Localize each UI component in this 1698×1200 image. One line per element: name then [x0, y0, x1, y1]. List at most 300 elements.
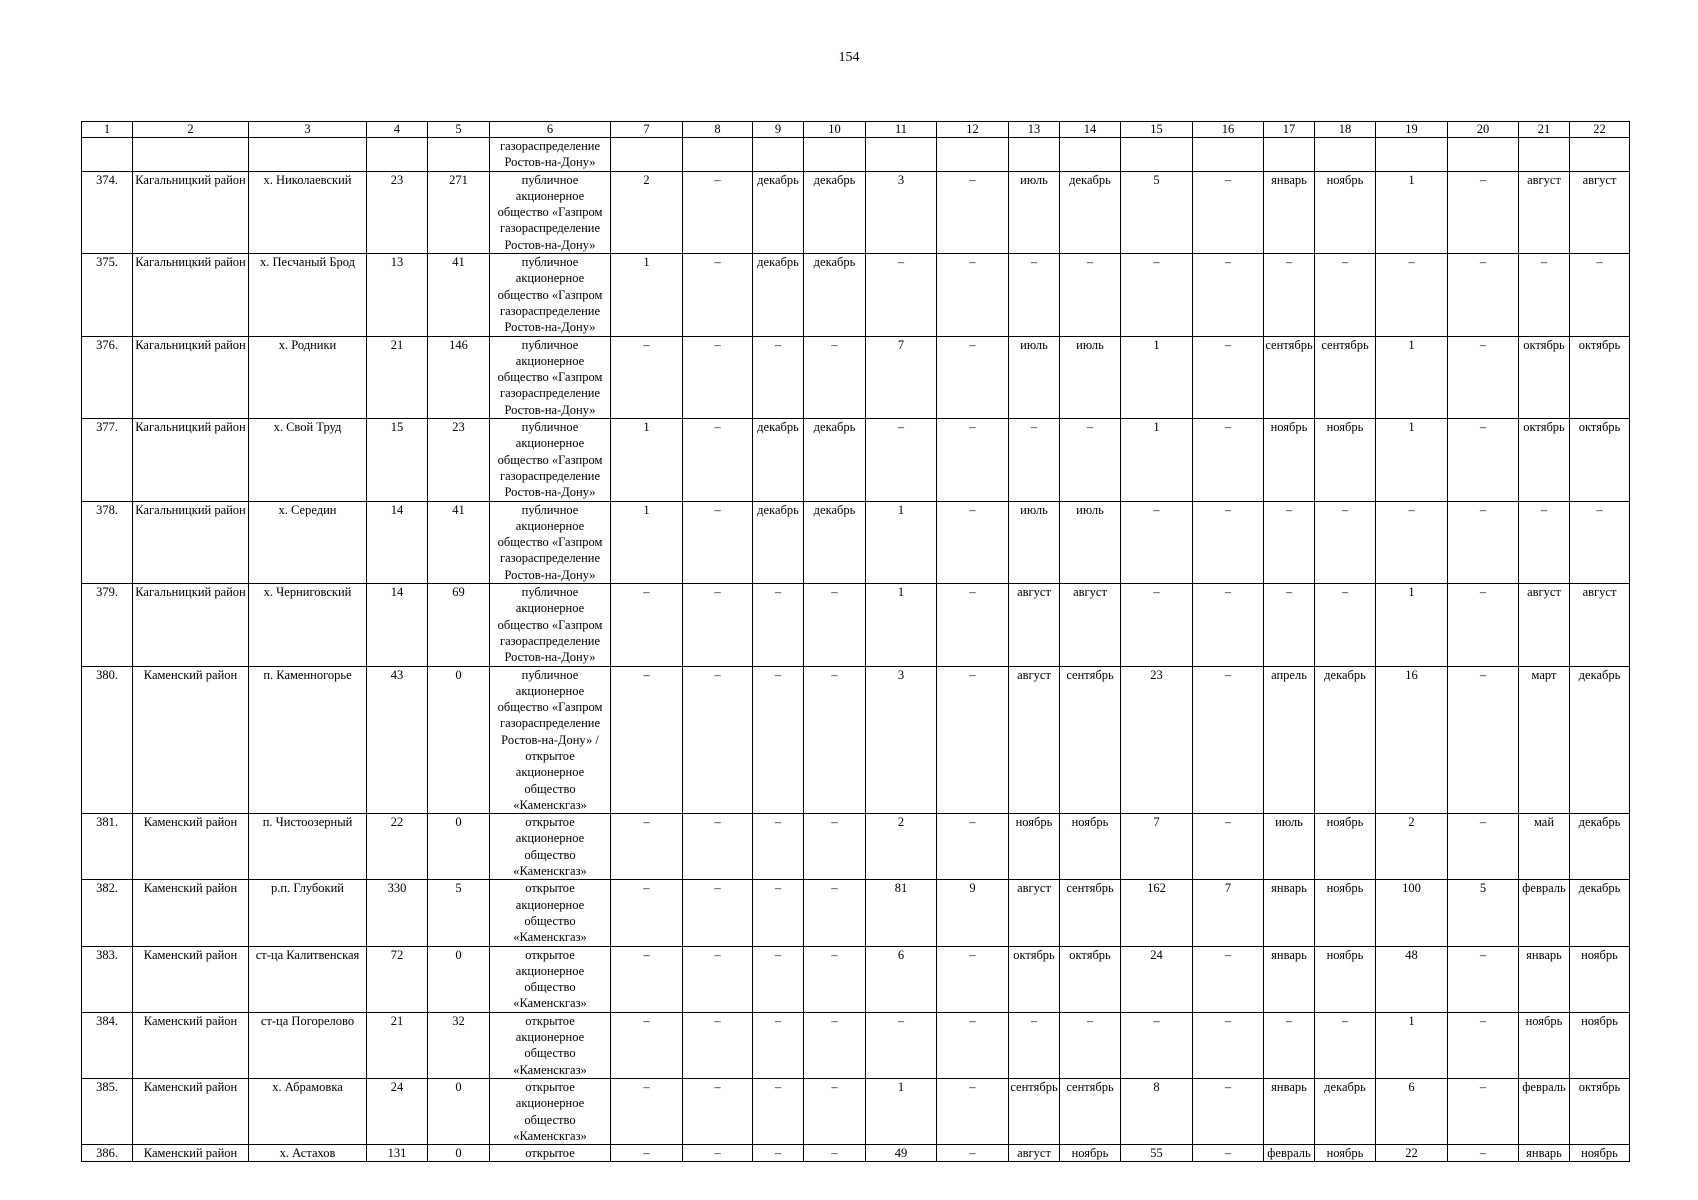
table-cell: – — [1193, 501, 1264, 583]
table-cell: декабрь — [753, 419, 804, 501]
column-number: 4 — [367, 122, 428, 138]
table-cell: 1 — [1376, 584, 1448, 666]
table-cell — [1060, 138, 1121, 172]
table-cell: октябрь — [1570, 1078, 1630, 1144]
table-row — [82, 946, 1630, 1012]
table-cell: – — [1264, 254, 1315, 336]
table-cell: – — [611, 1078, 683, 1144]
table-cell — [753, 138, 804, 172]
table-cell: – — [804, 336, 866, 418]
table-cell: ноябрь — [1315, 814, 1376, 880]
table-cell: – — [1315, 501, 1376, 583]
table-row — [82, 336, 1630, 418]
table-cell: 386. — [82, 1145, 133, 1162]
table-cell: – — [937, 814, 1009, 880]
table-cell: 1 — [866, 584, 937, 666]
table-cell: – — [1448, 336, 1519, 418]
table-row — [82, 584, 1630, 666]
table-cell: Каменский район — [133, 1078, 249, 1144]
table-cell: публичное акционерное общество «Газпром газораспределение Ростов-на-Дону» — [490, 501, 611, 583]
table-cell: декабрь — [1315, 666, 1376, 814]
table-cell: – — [683, 171, 753, 253]
table-cell: публичное акционерное общество «Газпром газораспределение Ростов-на-Дону» — [490, 336, 611, 418]
table-cell: – — [753, 880, 804, 946]
table-cell: – — [1315, 254, 1376, 336]
table-cell: – — [804, 1012, 866, 1078]
document-table — [81, 121, 1630, 1162]
table-cell: Каменский район — [133, 666, 249, 814]
table-cell — [1009, 138, 1060, 172]
table-cell: ноябрь — [1264, 419, 1315, 501]
table-cell: – — [611, 584, 683, 666]
table-cell: – — [937, 1078, 1009, 1144]
table-cell: сентябрь — [1315, 336, 1376, 418]
table-cell: октябрь — [1009, 946, 1060, 1012]
table-cell: – — [1121, 501, 1193, 583]
table-cell: 2 — [1376, 814, 1448, 880]
table-cell: – — [866, 254, 937, 336]
table-cell: Каменский район — [133, 1145, 249, 1162]
column-number: 21 — [1519, 122, 1570, 138]
table-cell: август — [1519, 171, 1570, 253]
table-cell: Кагальницкий район — [133, 171, 249, 253]
table-cell: – — [1376, 501, 1448, 583]
table-cell: – — [753, 946, 804, 1012]
table-cell: 146 — [428, 336, 490, 418]
table-cell: ноябрь — [1060, 1145, 1121, 1162]
table-cell: 0 — [428, 946, 490, 1012]
table-cell: октябрь — [1570, 419, 1630, 501]
table-cell: январь — [1519, 946, 1570, 1012]
table-cell: ноябрь — [1315, 171, 1376, 253]
table-cell: – — [683, 946, 753, 1012]
table-cell: 385. — [82, 1078, 133, 1144]
table-cell — [367, 138, 428, 172]
column-number: 20 — [1448, 122, 1519, 138]
table-cell — [1519, 138, 1570, 172]
table-cell: 7 — [866, 336, 937, 418]
table-cell: – — [804, 814, 866, 880]
table-cell: – — [1009, 254, 1060, 336]
table-cell: открытое акционерное общество «Каменскгаз» — [490, 946, 611, 1012]
table-cell: 22 — [367, 814, 428, 880]
table-cell: – — [1448, 171, 1519, 253]
table-cell: ноябрь — [1570, 1145, 1630, 1162]
table-cell: декабрь — [753, 501, 804, 583]
table-cell: Каменский район — [133, 880, 249, 946]
table-cell: – — [1448, 1145, 1519, 1162]
table-cell: 3 — [866, 666, 937, 814]
table-cell: сентябрь — [1009, 1078, 1060, 1144]
table-cell: – — [683, 419, 753, 501]
table-cell: – — [1009, 419, 1060, 501]
table-cell: 9 — [937, 880, 1009, 946]
column-number: 16 — [1193, 122, 1264, 138]
table-cell: январь — [1264, 946, 1315, 1012]
table-row — [82, 1145, 1630, 1162]
table-cell: ноябрь — [1315, 419, 1376, 501]
table-cell: август — [1009, 666, 1060, 814]
table-cell: – — [683, 814, 753, 880]
table-cell: – — [804, 946, 866, 1012]
table-cell: 0 — [428, 814, 490, 880]
table-cell: октябрь — [1519, 336, 1570, 418]
table-cell: – — [611, 336, 683, 418]
table-cell: – — [753, 336, 804, 418]
table-cell: – — [1448, 666, 1519, 814]
table-cell: – — [1448, 814, 1519, 880]
table-cell: – — [611, 1145, 683, 1162]
table-cell: – — [1121, 254, 1193, 336]
table-cell: январь — [1519, 1145, 1570, 1162]
table-cell: 41 — [428, 254, 490, 336]
table-cell: 1 — [611, 501, 683, 583]
table-cell: – — [937, 336, 1009, 418]
table-cell: декабрь — [1570, 880, 1630, 946]
table-cell: 7 — [1193, 880, 1264, 946]
table-cell: – — [1448, 1012, 1519, 1078]
table-cell: – — [1009, 1012, 1060, 1078]
table-cell: 6 — [866, 946, 937, 1012]
table-cell — [1570, 138, 1630, 172]
table-cell: ноябрь — [1315, 1145, 1376, 1162]
table-cell: открытое — [490, 1145, 611, 1162]
table-cell: – — [683, 1012, 753, 1078]
table-cell: х. Родники — [249, 336, 367, 418]
table-cell: открытое акционерное общество «Каменскгаз» — [490, 1078, 611, 1144]
table-cell: 8 — [1121, 1078, 1193, 1144]
table-cell: июль — [1264, 814, 1315, 880]
table-cell: июль — [1060, 501, 1121, 583]
table-cell: 374. — [82, 171, 133, 253]
table-cell: – — [937, 1012, 1009, 1078]
table-cell: август — [1009, 584, 1060, 666]
table-cell: 1 — [1376, 1012, 1448, 1078]
table-cell: публичное акционерное общество «Газпром газораспределение Ростов-на-Дону» — [490, 419, 611, 501]
table-cell: декабрь — [1570, 666, 1630, 814]
table-cell — [1121, 138, 1193, 172]
table-row — [82, 1012, 1630, 1078]
table-cell: – — [1060, 254, 1121, 336]
table-cell: июль — [1009, 501, 1060, 583]
table-cell: – — [1193, 1145, 1264, 1162]
table-cell: 1 — [1121, 419, 1193, 501]
table-cell: – — [937, 254, 1009, 336]
table-cell: – — [1193, 666, 1264, 814]
table-cell: 2 — [866, 814, 937, 880]
table-cell: 16 — [1376, 666, 1448, 814]
table-cell: 1 — [1376, 336, 1448, 418]
table-cell: – — [1121, 1012, 1193, 1078]
header-row — [82, 122, 1630, 138]
table-cell: ноябрь — [1570, 1012, 1630, 1078]
table-cell: 0 — [428, 1145, 490, 1162]
table-cell: – — [1193, 419, 1264, 501]
table-cell: 0 — [428, 1078, 490, 1144]
table-cell: декабрь — [753, 171, 804, 253]
column-number: 5 — [428, 122, 490, 138]
table-cell: публичное акционерное общество «Газпром газораспределение Ростов-на-Дону» — [490, 584, 611, 666]
table-cell: – — [1519, 254, 1570, 336]
table-cell: 383. — [82, 946, 133, 1012]
table-cell: 378. — [82, 501, 133, 583]
table-cell: август — [1519, 584, 1570, 666]
table-cell: – — [683, 880, 753, 946]
table-cell — [611, 138, 683, 172]
table-cell: 1 — [1121, 336, 1193, 418]
table-cell: 22 — [1376, 1145, 1448, 1162]
table-body — [82, 122, 1630, 1162]
table-cell: – — [611, 880, 683, 946]
table-cell: 21 — [367, 336, 428, 418]
table-cell: март — [1519, 666, 1570, 814]
column-number: 9 — [753, 122, 804, 138]
table-cell — [804, 138, 866, 172]
table-cell: открытое акционерное общество «Каменскгаз» — [490, 880, 611, 946]
column-number: 6 — [490, 122, 611, 138]
table-cell: сентябрь — [1060, 666, 1121, 814]
table-cell: – — [1519, 501, 1570, 583]
table-cell: – — [937, 1145, 1009, 1162]
table-cell: 1 — [1376, 419, 1448, 501]
table-cell — [1264, 138, 1315, 172]
table-cell: – — [804, 584, 866, 666]
table-cell: 3 — [866, 171, 937, 253]
column-number: 2 — [133, 122, 249, 138]
table-cell: публичное акционерное общество «Газпром газораспределение Ростов-на-Дону» / открытое акционерное общество «Каменскгаз» — [490, 666, 611, 814]
table-cell: – — [937, 584, 1009, 666]
table-cell: 2 — [611, 171, 683, 253]
column-number: 22 — [1570, 122, 1630, 138]
table-cell: – — [937, 666, 1009, 814]
table-cell: 21 — [367, 1012, 428, 1078]
table-cell: декабрь — [804, 501, 866, 583]
table-cell: октябрь — [1060, 946, 1121, 1012]
table-cell: август — [1009, 880, 1060, 946]
table-cell: май — [1519, 814, 1570, 880]
table-row — [82, 1078, 1630, 1144]
table-cell: февраль — [1519, 1078, 1570, 1144]
table-cell — [866, 138, 937, 172]
table-cell: – — [1448, 501, 1519, 583]
table-cell: 5 — [1121, 171, 1193, 253]
table-cell: – — [1448, 584, 1519, 666]
table-row — [82, 666, 1630, 814]
table-cell: – — [1193, 336, 1264, 418]
table-cell: – — [1448, 946, 1519, 1012]
table-cell: декабрь — [1060, 171, 1121, 253]
table-cell: 1 — [866, 501, 937, 583]
table-cell: 1 — [611, 254, 683, 336]
table-cell — [428, 138, 490, 172]
table-cell — [82, 138, 133, 172]
table-cell: р.п. Глубокий — [249, 880, 367, 946]
table-cell: – — [866, 419, 937, 501]
table-cell: публичное акционерное общество «Газпром газораспределение Ростов-на-Дону» — [490, 254, 611, 336]
column-number: 12 — [937, 122, 1009, 138]
table-cell: октябрь — [1519, 419, 1570, 501]
table-cell: ноябрь — [1009, 814, 1060, 880]
table-cell: – — [683, 254, 753, 336]
table-cell: 6 — [1376, 1078, 1448, 1144]
table-cell: 23 — [428, 419, 490, 501]
table-cell: – — [1448, 254, 1519, 336]
table-cell: ноябрь — [1315, 880, 1376, 946]
table-cell: – — [753, 666, 804, 814]
table-row — [82, 138, 1630, 172]
table-cell: – — [866, 1012, 937, 1078]
table-cell: 48 — [1376, 946, 1448, 1012]
table-cell: – — [1448, 1078, 1519, 1144]
table-cell: – — [804, 666, 866, 814]
table-cell: – — [1060, 1012, 1121, 1078]
table-cell: 5 — [1448, 880, 1519, 946]
table-cell: июль — [1009, 171, 1060, 253]
table-cell: открытое акционерное общество «Каменскгаз» — [490, 1012, 611, 1078]
table-cell: 24 — [1121, 946, 1193, 1012]
table-cell: – — [1570, 501, 1630, 583]
table-cell: – — [1193, 171, 1264, 253]
table-cell: п. Чистоозерный — [249, 814, 367, 880]
table-cell: х. Астахов — [249, 1145, 367, 1162]
table-cell: ноябрь — [1570, 946, 1630, 1012]
table-cell: 375. — [82, 254, 133, 336]
table-cell: 384. — [82, 1012, 133, 1078]
table-cell: х. Черниговский — [249, 584, 367, 666]
table-cell: ноябрь — [1315, 946, 1376, 1012]
table-cell: открытое акционерное общество «Каменскгаз» — [490, 814, 611, 880]
page-number: 154 — [838, 50, 860, 65]
table-cell: – — [1264, 584, 1315, 666]
table-cell: – — [1193, 254, 1264, 336]
table-cell: август — [1570, 584, 1630, 666]
table-cell: 330 — [367, 880, 428, 946]
table-cell: январь — [1264, 1078, 1315, 1144]
table-cell: 131 — [367, 1145, 428, 1162]
column-number: 1 — [82, 122, 133, 138]
table-cell: х. Николаевский — [249, 171, 367, 253]
table-cell: – — [1193, 1012, 1264, 1078]
table-cell: 100 — [1376, 880, 1448, 946]
table-cell: Кагальницкий район — [133, 584, 249, 666]
table-cell: сентябрь — [1264, 336, 1315, 418]
table-cell: х. Середин — [249, 501, 367, 583]
table-cell — [1376, 138, 1448, 172]
table-cell: Кагальницкий район — [133, 254, 249, 336]
table-cell: – — [753, 1145, 804, 1162]
table-row — [82, 171, 1630, 253]
table-cell: – — [683, 501, 753, 583]
table-cell: 14 — [367, 501, 428, 583]
table-cell: 1 — [866, 1078, 937, 1144]
table-cell: декабрь — [1315, 1078, 1376, 1144]
table-cell: декабрь — [753, 254, 804, 336]
table-cell — [1315, 138, 1376, 172]
table-cell: – — [937, 419, 1009, 501]
table-cell: х. Свой Труд — [249, 419, 367, 501]
table-cell: декабрь — [804, 171, 866, 253]
table-cell: – — [753, 1012, 804, 1078]
table-cell: – — [1193, 946, 1264, 1012]
table-cell: декабрь — [804, 419, 866, 501]
table-cell: 24 — [367, 1078, 428, 1144]
table-cell: – — [937, 171, 1009, 253]
table-cell: Каменский район — [133, 814, 249, 880]
column-number: 10 — [804, 122, 866, 138]
table-cell: 376. — [82, 336, 133, 418]
table-cell: – — [804, 1078, 866, 1144]
table-cell — [937, 138, 1009, 172]
table-cell: – — [611, 1012, 683, 1078]
table-cell — [1193, 138, 1264, 172]
table-cell: 381. — [82, 814, 133, 880]
table-cell: сентябрь — [1060, 1078, 1121, 1144]
table-cell — [683, 138, 753, 172]
table-cell: 271 — [428, 171, 490, 253]
table-cell: 49 — [866, 1145, 937, 1162]
table-cell: – — [683, 336, 753, 418]
table-cell: – — [611, 666, 683, 814]
table-cell: – — [937, 946, 1009, 1012]
table-cell: ст-ца Калитвенская — [249, 946, 367, 1012]
column-number: 15 — [1121, 122, 1193, 138]
table-cell: – — [1264, 1012, 1315, 1078]
table-cell: Каменский район — [133, 1012, 249, 1078]
table-cell: – — [1121, 584, 1193, 666]
table-cell: – — [683, 1078, 753, 1144]
table-cell: 14 — [367, 584, 428, 666]
table-cell: январь — [1264, 171, 1315, 253]
table-cell: декабрь — [1570, 814, 1630, 880]
table-cell: п. Каменногорье — [249, 666, 367, 814]
table-cell: 69 — [428, 584, 490, 666]
column-number: 18 — [1315, 122, 1376, 138]
table-row — [82, 880, 1630, 946]
column-number: 3 — [249, 122, 367, 138]
table-cell: – — [1448, 419, 1519, 501]
table-cell: 1 — [611, 419, 683, 501]
table-cell: ноябрь — [1060, 814, 1121, 880]
table-cell: – — [804, 880, 866, 946]
table-cell: – — [1570, 254, 1630, 336]
table-row — [82, 814, 1630, 880]
column-number: 19 — [1376, 122, 1448, 138]
table-cell: февраль — [1264, 1145, 1315, 1162]
table-cell: ноябрь — [1519, 1012, 1570, 1078]
table-cell: Каменский район — [133, 946, 249, 1012]
table-cell: – — [1315, 1012, 1376, 1078]
table-cell: 162 — [1121, 880, 1193, 946]
table-cell: август — [1009, 1145, 1060, 1162]
table-row — [82, 254, 1630, 336]
column-number: 7 — [611, 122, 683, 138]
table-cell: ст-ца Погорелово — [249, 1012, 367, 1078]
table-cell: 81 — [866, 880, 937, 946]
table-cell: декабрь — [804, 254, 866, 336]
column-number: 13 — [1009, 122, 1060, 138]
table-cell: – — [804, 1145, 866, 1162]
table-cell: 72 — [367, 946, 428, 1012]
table-row — [82, 501, 1630, 583]
table-cell: 0 — [428, 666, 490, 814]
table-cell: Кагальницкий район — [133, 336, 249, 418]
table-cell: октябрь — [1570, 336, 1630, 418]
table-cell: 5 — [428, 880, 490, 946]
table-cell: 377. — [82, 419, 133, 501]
table-cell: газораспределение Ростов-на-Дону» — [490, 138, 611, 172]
column-number: 17 — [1264, 122, 1315, 138]
table-cell: – — [1193, 584, 1264, 666]
